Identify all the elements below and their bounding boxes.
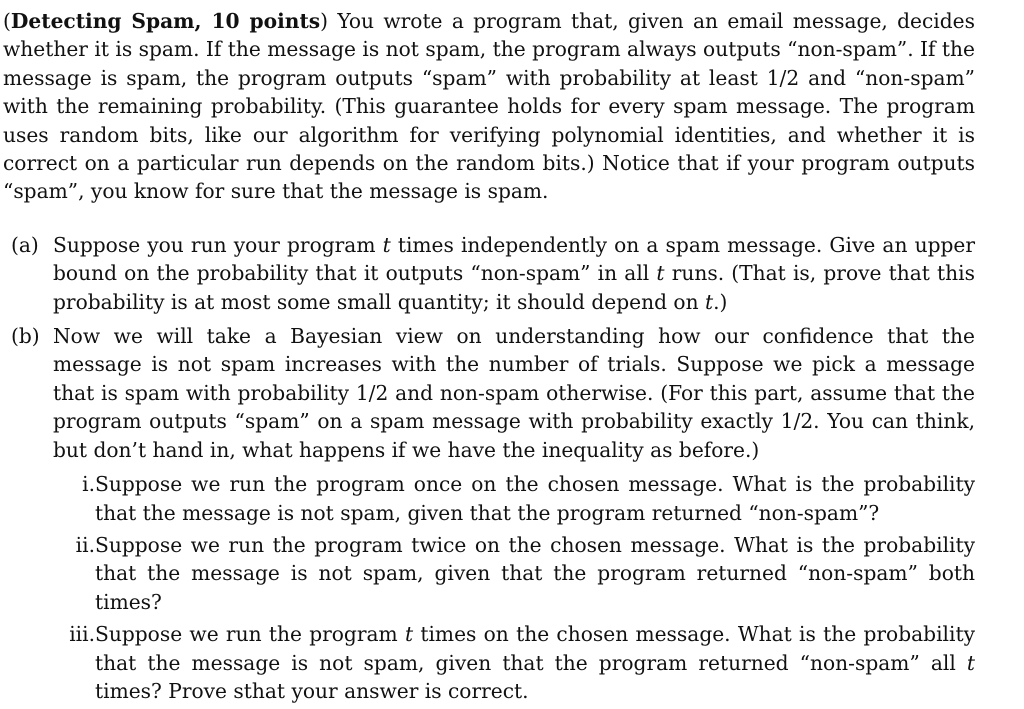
part-a-label: (a) [11,232,39,257]
subpart-i [3,470,975,527]
problem-intro-text: You wrote a program that, given an email message, decides whether it is spam. If the message is not spam, the program always outputs “non-spam”. If the message is spam, the program outputs “spam” with probability at least 1/2 and “non-spam” with the remaining probability. (This guarantee holds for every spam message. The program uses random bits, like our algorithm for verifying polynomial identities, and whether it is correct on a particular run depends on the random bits.) Notice that if your program outputs “spam”, you know for sure that the message is spam. [3,9,975,204]
subpart-iii-label: iii. [69,622,95,647]
part-a-text-2: times independently on a spam message. Give an upper bound on the probability that it outputs “non-spam” in all [53,232,976,286]
part-b-text: Now we will take a Bayesian view on understanding how our confidence that the message is not spam increases with the number of trials. Suppose we pick a message that is spam with probability 1/2 and non-spam otherwise. (For this part, assume that the program outputs “spam” on a spam message with probability exactly 1/2. You can think, but don’t hand in, what happens if we have the inequality as before.) [53,324,975,462]
subpart-ii-text: Suppose we run the program twice on the chosen message. What is the probability that the message is not spam, given that the program returned “non-spam” both times? [95,532,975,614]
subpart-iii-text-1: Suppose we run the program [95,622,405,647]
var-t: t [404,622,414,647]
subpart-ii-label: ii. [75,532,95,557]
var-t: t [705,289,714,314]
subpart-i-label: i. [82,472,95,497]
problem-intro-paragraph: (Detecting Spam, 10 points) You wrote a program that, given an email message, decides whether it is spam. If the message is not spam, the program always outputs “non-spam”. If the message is spam, the program outputs “spam” with probability at least 1/2 and “non-spam” with the remaining probability. (This guarantee holds for every spam message. The program uses random bits, like our algorithm for verifying polynomial identities, and whether it is correct on a particular run depends on the random bits.) Notice that if your program outputs “spam”, you know for sure that the message is spam. [3,9,975,204]
var-t: t [966,650,975,675]
subpart-i-text: Suppose we run the program once on the chosen message. What is the probability that the message is not spam, given that the program returned “non-spam”? [95,472,975,525]
subparts-list [3,470,975,705]
subpart-iii-text-3: times? Prove sthat your answer is correct. [95,678,529,703]
subpart-iii-text-2: times on the chosen message. What is the probability that the message is not spam, given that the program returned “non-spam” all [95,622,975,675]
subpart-ii [3,531,975,616]
var-t: t [382,232,391,257]
part-a-text-1: Suppose you run your program [53,232,383,257]
problem-page [3,7,975,709]
part-a-text-3: runs. (That is, prove that this probability is at most some small quantity; it should depend on [53,261,975,314]
parts-list [3,231,975,464]
subpart-iii [3,620,975,705]
subpart-iii-text [95,620,975,705]
part-b-label: (b) [11,324,40,349]
part-a-text [53,231,975,316]
problem-heading: Detecting Spam, 10 points [10,9,321,33]
part-a-text-4: .) [713,289,728,314]
part-a [3,231,975,316]
part-b [3,322,975,464]
var-t: t [656,261,665,286]
